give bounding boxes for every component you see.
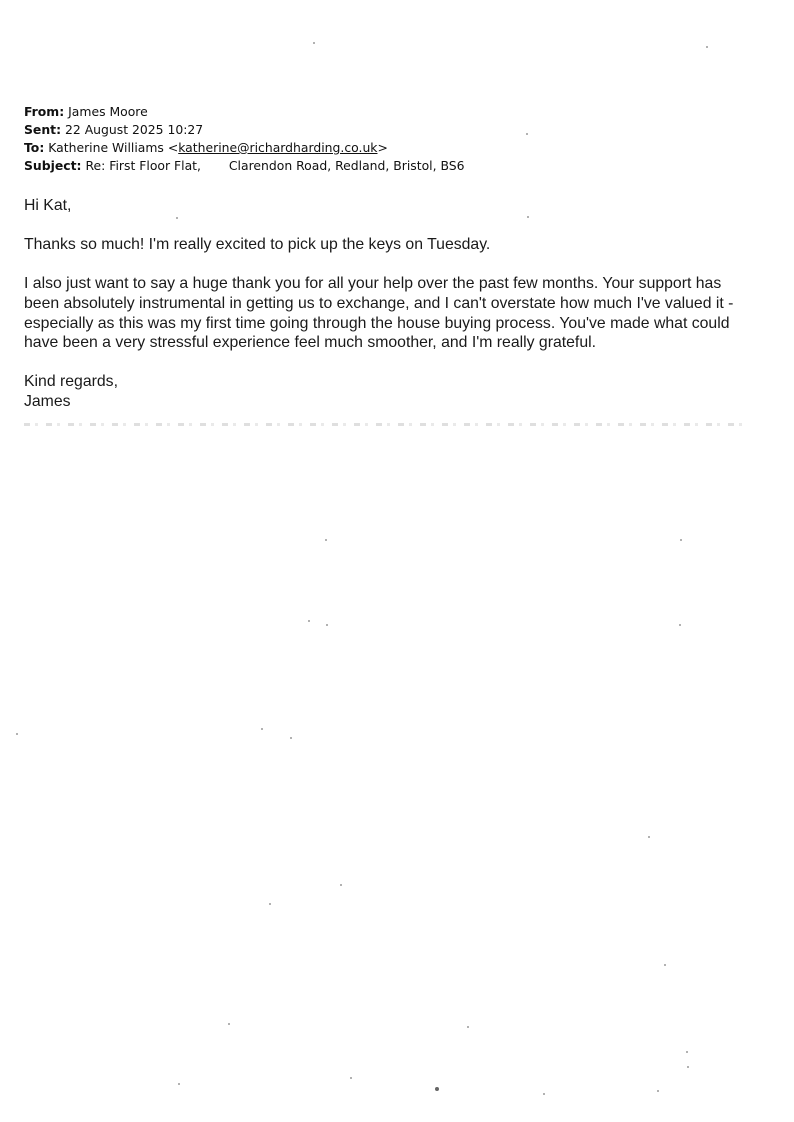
scan-speck <box>350 1077 352 1079</box>
scan-speck <box>228 1023 230 1025</box>
from-label: From: <box>24 104 65 119</box>
to-label: To: <box>24 140 45 155</box>
scan-speck <box>664 964 666 966</box>
scan-speck <box>686 1051 688 1053</box>
sent-row <box>24 121 465 139</box>
scan-speck <box>178 1083 180 1085</box>
scan-speck <box>261 728 263 730</box>
scan-speck <box>543 1093 545 1095</box>
scan-speck <box>527 216 529 218</box>
signoff: Kind regards, <box>24 373 118 391</box>
scan-speck <box>435 1087 439 1091</box>
scan-speck <box>706 46 708 48</box>
scan-speck <box>526 133 528 135</box>
scan-speck <box>657 1090 659 1092</box>
subject-row <box>24 157 465 175</box>
email-header <box>24 103 465 175</box>
scan-speck <box>467 1026 469 1028</box>
scan-speck <box>308 620 310 622</box>
to-name: Katherine Williams <box>48 140 164 155</box>
subject-value: Re: First Floor Flat, <box>85 158 201 173</box>
subject-label: Subject: <box>24 158 82 173</box>
sent-value: 22 August 2025 10:27 <box>64 122 204 137</box>
scan-speck <box>16 733 18 735</box>
scan-speck <box>269 903 271 905</box>
paragraph-1: Thanks so much! I'm really excited to pick up the keys on Tuesday. <box>24 236 491 254</box>
from-value: James Moore <box>68 104 148 119</box>
signature: James <box>24 392 71 410</box>
scan-speck <box>290 737 292 739</box>
paragraph-2: I also just want to say a huge thank you for all your help over the past few months. Your support has been absolutely instrumental in getting us to exchange, and I can't overstate how much I've valued it - especially as this was my first time going through the house buying process. You've made what could have been a very stressful experience feel much smoother, and I'm really grateful. <box>24 275 734 352</box>
email-body <box>24 196 744 412</box>
to-email-link[interactable]: katherine@richardharding.co.uk <box>178 140 378 155</box>
scan-speck <box>340 884 342 886</box>
scan-speck <box>326 624 328 626</box>
subject-address: Clarendon Road, Redland, Bristol, BS6 <box>228 158 465 173</box>
sent-label: Sent: <box>24 122 62 137</box>
scan-speck <box>648 836 650 838</box>
from-row <box>24 103 465 121</box>
scan-artifact-line <box>24 423 744 426</box>
scan-speck <box>176 217 178 219</box>
scan-speck <box>325 539 327 541</box>
scan-speck <box>680 539 682 541</box>
scan-speck <box>313 42 315 44</box>
scan-speck <box>687 1066 689 1068</box>
to-row: To: Katherine Williams <katherine@richardharding.co.uk> <box>24 140 388 155</box>
scan-speck <box>679 624 681 626</box>
greeting: Hi Kat, <box>24 197 72 214</box>
